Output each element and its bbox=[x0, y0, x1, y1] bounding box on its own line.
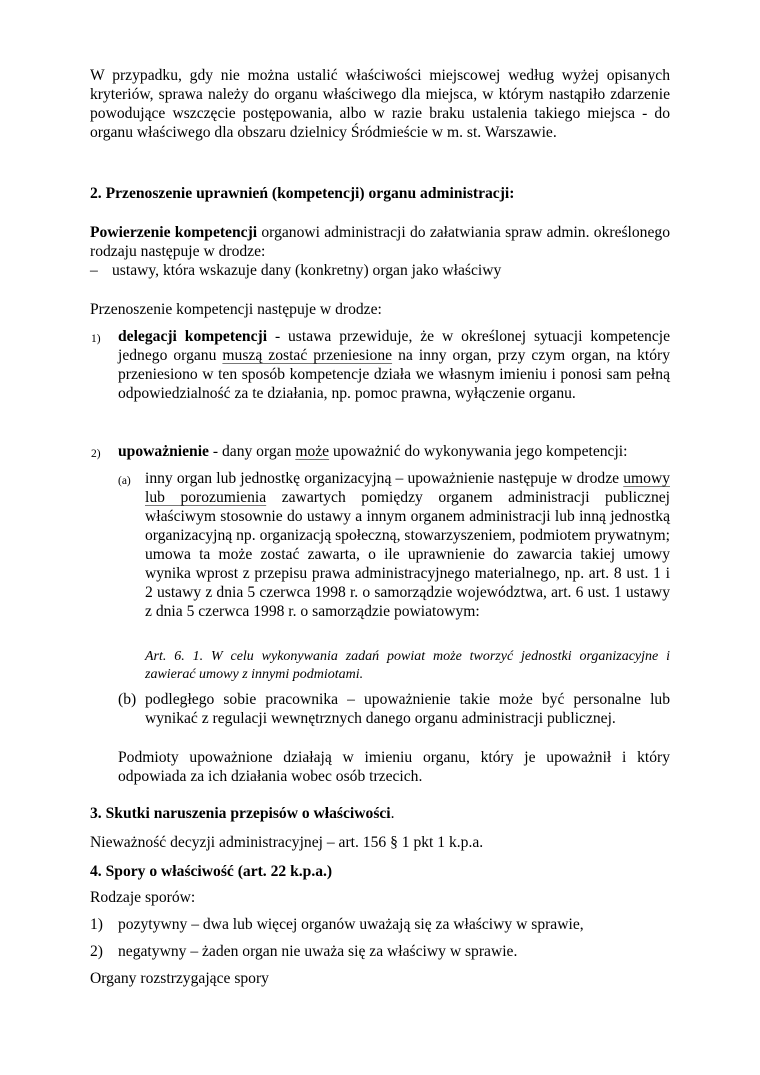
intro-paragraph: W przypadku, gdy nie można ustalić właściwości miejscowej według wyżej opisanych kryteriów, sprawa należy do organu właściwego dla miejsca, w którym nastąpiło zdarzenie powodujące wszczęcie postępowania, albo w razie braku ustalenia takiego miejsca - do organu właściwego dla obszaru dzielnicy Śródmieście w m. st. Warszawie. bbox=[90, 67, 670, 141]
item-1-delegacja bbox=[118, 327, 670, 403]
sub-a-part2: zawartych pomiędzy organem administracji publicznej właściwym stosownie do ustawy a innym organem administracji lub inną jednostką organizacyjną np. organizacją społeczną, stowarzyszeniem, podmiotem prywatnym; umowa ta może zostać zawarta, o ile uprawnienie do zawarcia takiej umowy wynika wprost z przepisu prawa administracyjnego materialnego, np. art. 8 ust. 1 i 2 ustawy z dnia 5 czerwca 1998 r. o samorządzie województwa, art. 6 ust. 1 ustawy z dnia 5 czerwca 1998 r. o samorządzie powiatowym: bbox=[145, 489, 670, 620]
spor-1-marker: 1) bbox=[90, 916, 103, 933]
item-1-bold: delegacji kompetencji bbox=[118, 328, 268, 345]
section-3-heading-dot: . bbox=[390, 805, 395, 822]
sub-a-underlined: umowy lub porozumienia bbox=[145, 470, 670, 506]
powierzenie-rest: organowi administracji do załatwiania spraw admin. określonego rodzaju następuje w drodze: bbox=[90, 224, 670, 260]
item-1-part2: na inny organ, przy czym organ, na który przeniesiono w ten sposób kompetencje działa we własnym imieniu i ponosi sam pełną odpowiedzialność za te działania, np. pomoc prawna, wyłączenie organu. bbox=[118, 347, 670, 402]
sub-a-text bbox=[145, 469, 670, 621]
item-2-part2: upoważnić do wykonywania jego kompetencji: bbox=[329, 443, 628, 460]
powierzenie-bold: Powierzenie kompetencji bbox=[90, 224, 258, 241]
article-quote: Art. 6. 1. W celu wykonywania zadań powiat może tworzyć jednostki organizacyjne i zawierać umowy z innymi podmiotami. bbox=[145, 649, 670, 682]
item-2-marker: 2) bbox=[91, 448, 101, 460]
section-3-heading-bold: 3. Skutki naruszenia przepisów o właściwości bbox=[90, 805, 391, 822]
item-2-bold: upoważnienie bbox=[118, 443, 209, 460]
organy-label: Organy rozstrzygające spory bbox=[90, 970, 269, 987]
rodzaje-label: Rodzaje sporów: bbox=[90, 889, 196, 906]
spor-1-text: pozytywny – dwa lub więcej organów uważają się za właściwy w sprawie, bbox=[118, 916, 584, 933]
item-1-part1: - ustawa przewiduje, że w określonej sytuacji kompetencje jednego organu bbox=[118, 328, 670, 364]
przenoszenie-paragraph: Przenoszenie kompetencji następuje w drodze: bbox=[90, 301, 382, 318]
powierzenie-paragraph bbox=[90, 223, 670, 261]
item-2-underlined: może bbox=[295, 443, 330, 460]
section-3-text: Nieważność decyzji administracyjnej – art. 156 § 1 pkt 1 k.p.a. bbox=[90, 834, 484, 851]
item-2-part1: - dany organ bbox=[208, 443, 296, 460]
section-2-heading: 2. Przenoszenie uprawnień (kompetencji) organu administracji: bbox=[90, 185, 515, 202]
dash-marker: – bbox=[90, 262, 98, 279]
item-1-marker: 1) bbox=[91, 333, 101, 345]
sub-b-marker: (b) bbox=[118, 691, 137, 708]
sub-a-marker: (a) bbox=[118, 475, 131, 487]
sub-a-part1: inny organ lub jednostkę organizacyjną – upoważnienie następuje w drodze bbox=[145, 470, 624, 487]
sub-b-text: podległego sobie pracownika – upoważnienie takie może być personalne lub wynikać z regulacji wewnętrznych danego organu administracji publicznej. bbox=[145, 691, 670, 727]
item-2-upowaznienie bbox=[118, 442, 670, 461]
item-1-underlined: muszą zostać przeniesione bbox=[222, 347, 393, 364]
section-4-heading: 4. Spory o właściwość (art. 22 k.p.a.) bbox=[90, 863, 333, 880]
podmioty-paragraph: Podmioty upoważnione działają w imieniu organu, który je upoważnił i który odpowiada za ich działania wobec osób trzecich. bbox=[118, 749, 670, 785]
section-3-heading bbox=[90, 804, 670, 823]
dash-item: ustawy, która wskazuje dany (konkretny) organ jako właściwy bbox=[112, 262, 502, 279]
spor-2-marker: 2) bbox=[90, 943, 103, 960]
spor-2-text: negatywny – żaden organ nie uważa się za właściwy w sprawie. bbox=[118, 943, 518, 960]
